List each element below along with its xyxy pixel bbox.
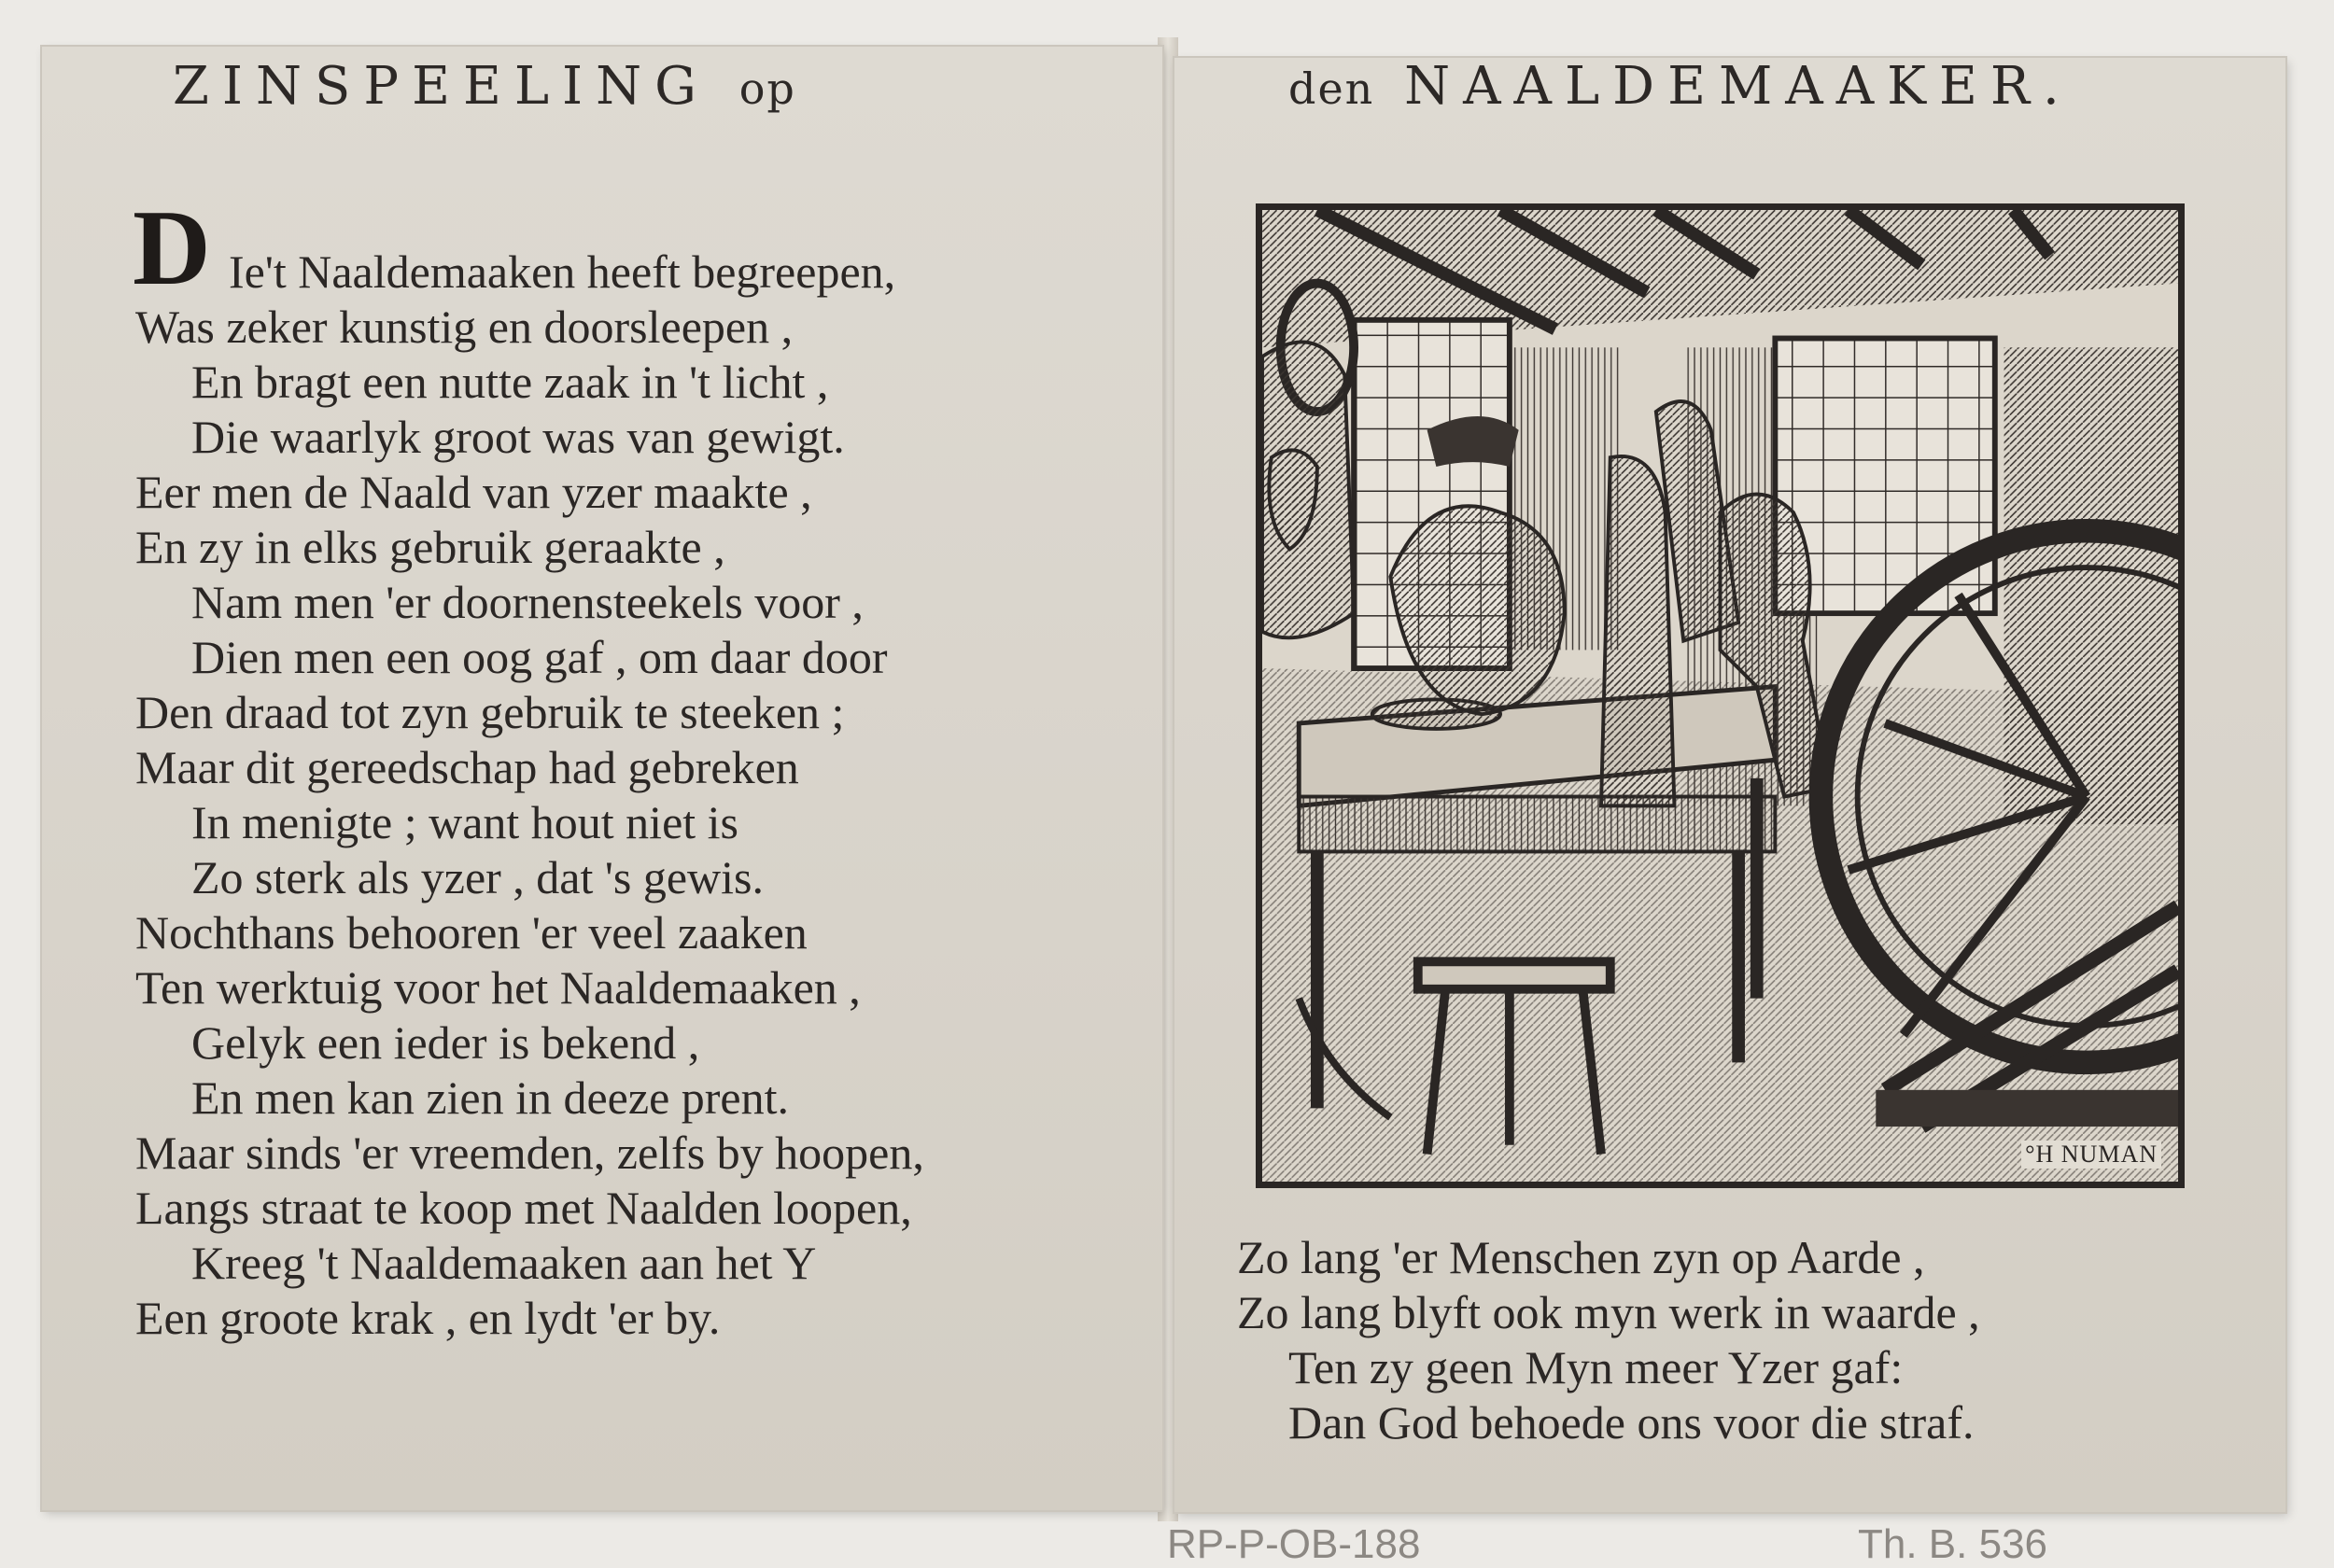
title-prefix: den	[1288, 63, 1375, 114]
poem-line: Die waarlyk groot was van gewigt.	[191, 411, 845, 463]
left-poem	[135, 300, 924, 1346]
archive-reference: Th. B. 536	[1858, 1521, 2048, 1567]
title-main: NAALDEMAAKER.	[1404, 56, 2073, 117]
poem-line: Langs straat te koop met Naalden loopen,	[135, 1182, 912, 1234]
workshop-scene-image	[1262, 210, 2178, 1182]
poem-line: En men kan zien in deeze prent.	[191, 1071, 789, 1124]
poem-line: Nam men 'er doornensteekels voor ,	[191, 576, 864, 628]
engraver-signature: °H NUMAN	[2021, 1141, 2161, 1169]
poem-line: In menigte ; want hout niet is	[191, 796, 739, 848]
poem-line: En zy in elks gebruik geraakte ,	[135, 521, 725, 573]
title-main: ZINSPEELING	[173, 56, 710, 117]
poem-line: Dien men een oog gaf , om daar door	[191, 631, 888, 683]
right-poem	[1237, 1230, 1980, 1450]
title-suffix: op	[738, 63, 796, 114]
poem-line: Eer men de Naald van yzer maakte ,	[135, 466, 812, 518]
poem-line: Ie't Naaldemaaken heeft begreepen,	[229, 245, 896, 298]
poem-line: Dan God behoede ons voor die straf.	[1288, 1396, 1975, 1449]
poem-line: Zo lang 'er Menschen zyn op Aarde ,	[1237, 1231, 1925, 1283]
drop-cap: D	[133, 189, 211, 308]
poem-line: Was zeker kunstig en doorsleepen ,	[135, 301, 794, 353]
poem-line: Een groote krak , en lydt 'er by.	[135, 1292, 721, 1344]
poem-line: Gelyk een ieder is bekend ,	[191, 1016, 700, 1069]
poem-line: En bragt een nutte zaak in 't licht ,	[191, 356, 829, 408]
poem-line: Den draad tot zyn gebruik te steeken ;	[135, 686, 845, 738]
poem-line: Maar dit gereedschap had gebreken	[135, 741, 799, 793]
poem-line: Zo sterk als yzer , dat 's gewis.	[191, 851, 765, 903]
right-page-title	[1288, 56, 2073, 117]
poem-line: Ten zy geen Myn meer Yzer gaf:	[1288, 1341, 1904, 1393]
poem-first-line	[229, 245, 895, 300]
poem-line: Zo lang blyft ook myn werk in waarde ,	[1237, 1286, 1980, 1338]
poem-line: Maar sinds 'er vreemden, zelfs by hoopen,	[135, 1127, 924, 1179]
poem-line: Ten werktuig voor het Naaldemaaken ,	[135, 961, 861, 1014]
woodcut-illustration	[1256, 203, 2185, 1188]
archive-inventory-number: RP-P-OB-188	[1167, 1521, 1421, 1567]
left-page-title	[173, 56, 796, 117]
poem-line: Kreeg 't Naaldemaaken aan het Y	[191, 1237, 817, 1289]
poem-line: Nochthans behooren 'er veel zaaken	[135, 906, 808, 959]
